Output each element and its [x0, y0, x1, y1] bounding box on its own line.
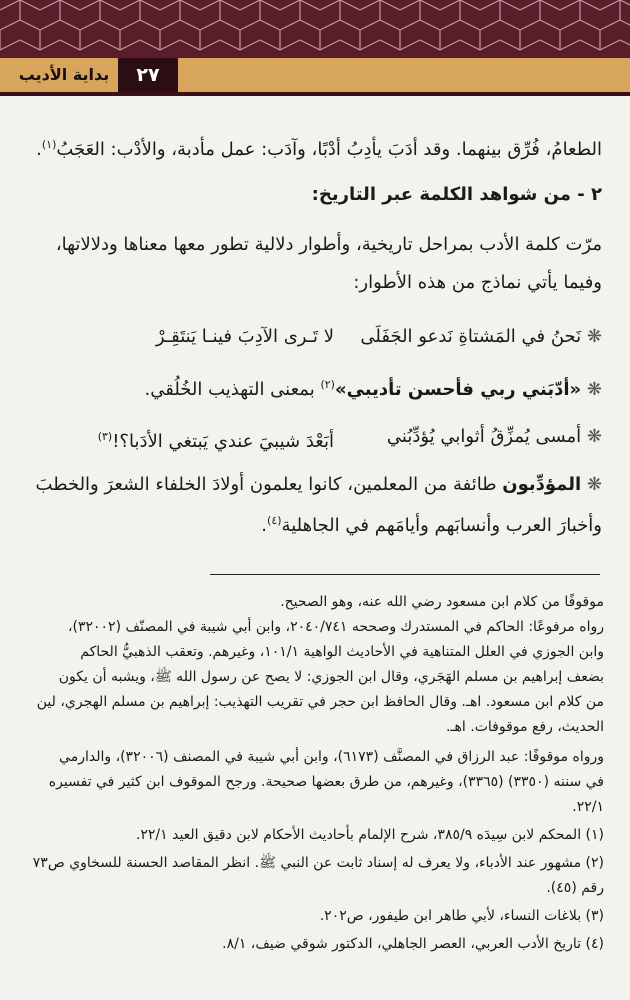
asterisk-bullet-icon: ❋ [581, 326, 602, 347]
footnote-line: ٢٢/١. [572, 799, 604, 815]
footnote-1: (١) المحكم لابن سِيدَه ٣٨٥/٩، شرح الإلمام بأحاديث الأحكام لابن دقيق العيد ٢٢/١. [135, 827, 604, 843]
footnote-ref[interactable]: (٤) [267, 514, 282, 527]
decorative-banner [0, 0, 630, 58]
footnote-line: رواه مرفوعًا: الحاكم في المستدرك وصححه ٢٠٤٠/٧٤١، وابن أبي شيبة في المصنّف (٣٢٠٠٢)، [67, 619, 604, 635]
list-item: ❋ المؤدِّبون طائفة من المعلمين، كانوا يعلمون أولادَ الخلفاء الشعرَ والخطبَ [35, 474, 602, 495]
verse-hemistich: ❋ أمسى يُمزِّقُ أثوابي يُؤدِّبُني [386, 426, 602, 447]
asterisk-bullet-icon: ❋ [581, 379, 602, 400]
asterisk-bullet-icon: ❋ [581, 426, 602, 447]
running-header [0, 58, 630, 96]
footnote-line: وابن الجوزي في العلل المتناهية في الأحاديث الواهية ١٠١/١، وغيرهم. وتعقب الذهبيُّ الحاكم [80, 644, 604, 660]
asterisk-bullet-icon: ❋ [581, 474, 602, 495]
footnote-separator [210, 574, 600, 575]
footnote-2: (٢) مشهور عند الأدباء، ولا يعرف له إسناد ثابت عن النبي ﷺ. انظر المقاصد الحسنة للسخاوي ص٧٣ [32, 855, 604, 871]
verse-hemistich: ❋ نَحنُ في المَشتاةِ نَدعو الجَفَلَى [360, 326, 602, 347]
footnote-line: بضعف إبراهيم بن مسلم الهَجَري، وقال ابن الجوزي: لا يصح عن رسول الله ﷺ، ويشبه أن يكون [58, 669, 604, 685]
list-item: ❋ «أدّبَني ربي فأحسن تأديبي»$^{(٢)}$ بمعنى التهذيب الخُلُقي. [144, 378, 602, 400]
footnote-ref[interactable]: (٢) [320, 378, 335, 391]
verse [28, 422, 602, 452]
footnote-ref[interactable]: (٣) [97, 430, 113, 443]
section-heading: ٢ - من شواهد الكلمة عبر التاريخ: [311, 184, 602, 205]
page-number: ٢٧ [118, 58, 178, 92]
footnote-line: الحديث، رفع موقوفات. اهـ. [445, 719, 604, 735]
verse-hemistich: أبَعْدَ شيبيَ عندي يَبتغي الأدَبا؟!$^{(٣)}$ [97, 430, 334, 452]
footnote-3: (٣) بلاغات النساء، لأبي طاهر ابن طيفور، ص٢٠٢. [319, 908, 604, 924]
verse [28, 322, 602, 352]
paragraph-line: وفيما يأتي نماذج من هذه الأطوار: [353, 272, 602, 293]
footnote-2-cont: رقم (٤٥). [546, 880, 604, 896]
footnote-line: ورواه موقوفًا: عبد الرزاق في المصنَّف (٦١٧٣)، وابن أبي شيبة في المصنف (٣٢٠٠٦)، والدارمي [59, 749, 604, 765]
footnote-ref[interactable]: (١) [41, 138, 57, 151]
footnote-4: (٤) تاريخ الأدب العربي، العصر الجاهلي، الدكتور شوقي ضيف، ٨/١. [222, 936, 604, 952]
footnote-line: في سننه (٣٣٥٠) (٣٣٦٥)، وغيرهم، من طرق بعضها صحيحة. ورجح الموقوف ابن كثير في تفسيره [48, 774, 604, 790]
chapter-title: بداية الأديب [18, 65, 110, 84]
paragraph-line: مرّت كلمة الأدب بمراحل تاريخية، وأطوار دلالية تطور معها معناها ودلالاتها، [55, 234, 602, 255]
verse-hemistich: لا تَـرى الآدِبَ فينـا يَنتَقِـرْ [155, 326, 334, 347]
text-line: الطعامُ، فُرِّق بينهما. وقد أدَبَ يأدِبُ أدْبًا، وآدَب: عمل مأدبة، والأدْب: العَجَبُ$^{(١)}$. [36, 138, 602, 160]
footnote-line: من كلام ابن مسعود. اهـ. وقال الحافظ ابن حجر في تقريب التهذيب: إبراهيم بن مسلم الهجري، لين [36, 694, 604, 710]
list-item-continuation: وأخبارَ العرب وأنسابَهم وأيامَهم في الجاهلية$^{(٤)}$. [261, 514, 602, 536]
footnote-line: موقوفًا من كلام ابن مسعود رضي الله عنه، وهو الصحيح. [280, 594, 604, 610]
